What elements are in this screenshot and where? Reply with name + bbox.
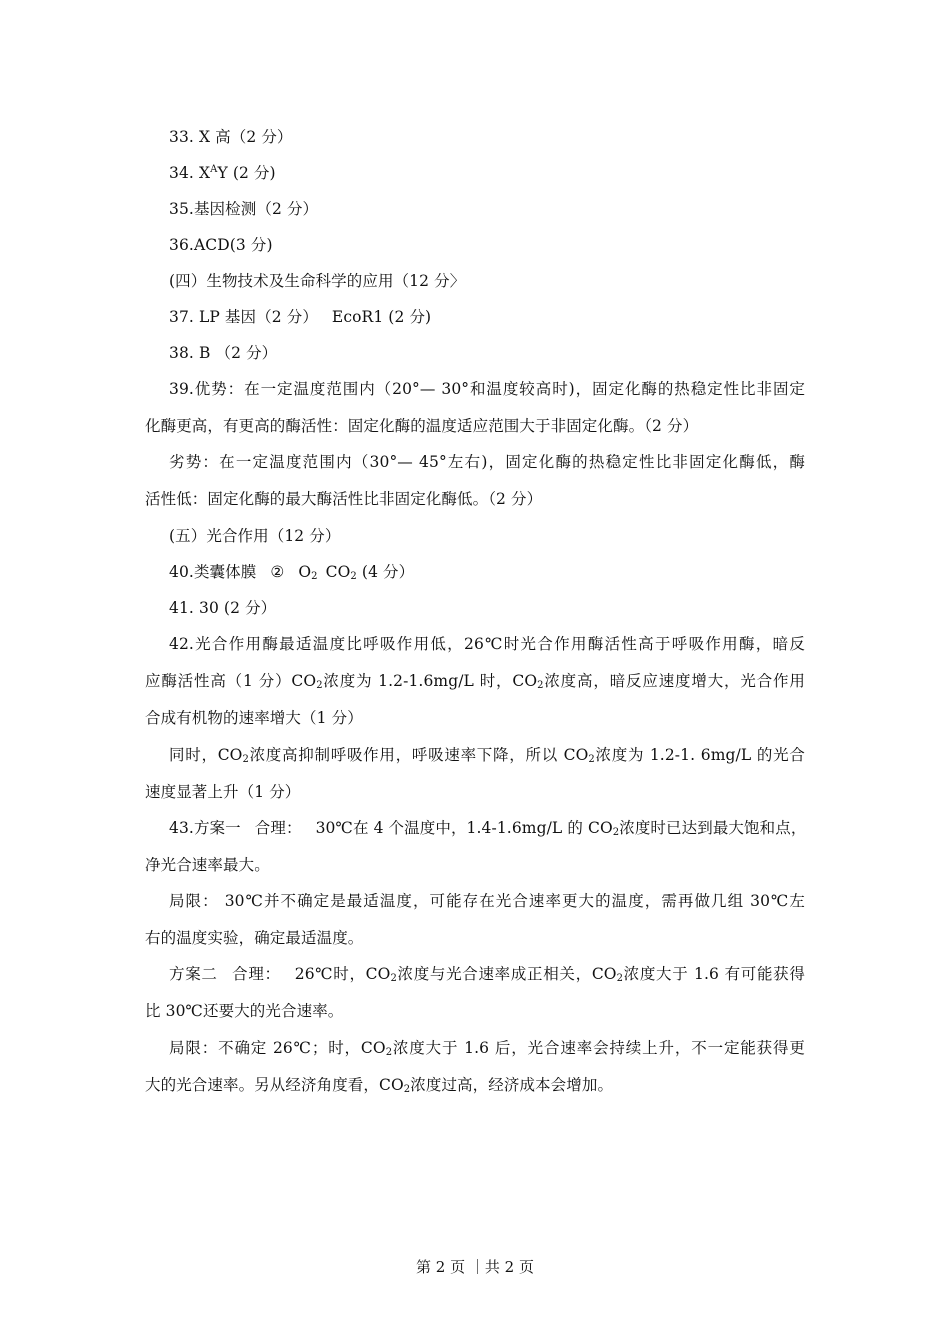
answer-43-line-1: 43.方案一 合理： 30℃在 4 个温度中，1.4-1.6mg/L 的 $CO_2$浓度时已达到最大饱和点， [169,819,807,838]
answer-42-line-3: 合成有机物的速率增大（1 分） [145,709,363,727]
answer-35: 35.基因检测（2 分） [169,200,319,218]
answer-39-line-1: 39.优势：在一定温度范围内（20°— 30°和温度较高时)，固定化酶的热稳定性比非固定 [169,380,805,398]
page-footer: 第 2 页 ｜共 2 页 [416,1258,534,1276]
answer-42-line-2: 应酶活性高（1 分）$CO_2$浓度为 1.2-1.6mg/L 时，$CO_2$浓度高，暗反应速度增大，光合作用 [145,672,805,691]
answer-42-line-5: 速度显著上升（1 分） [145,783,301,801]
answer-37: 37. LP 基因（2 分） EcoR1 (2 分) [169,308,432,326]
answer-43-line-3: 局限： 30℃并不确定是最适温度，可能存在光合速率更大的温度，需再做几组 30℃左 [169,892,805,910]
answer-36: 36.ACD(3 分) [169,236,273,254]
answer-34: 34. $X^AY$ (2 分) [169,164,276,182]
section-4-heading: (四）生物技术及生命科学的应用（12 分〉 [169,272,466,290]
answer-38: 38. B （2 分） [169,344,278,362]
answer-43-line-7: 局限：不确定 26℃；时，$CO_2$浓度大于 1.6 后，光合速率会持续上升，不一定能获得更 [169,1039,806,1058]
answer-43-line-4: 右的温度实验，确定最适温度。 [145,929,364,947]
answer-42-line-1: 42.光合作用酶最适温度比呼吸作用低，26℃时光合作用酶活性高于呼吸作用酶，暗反 [169,635,805,653]
answer-33: 33. X 高（2 分） [169,128,293,146]
answer-39-line-2: 化酶更高，有更高的酶活性：固定化酶的温度适应范围大于非固定化酶。（2 分） [145,417,699,435]
answer-40: 40.类囊体膜 ② $O_2$ $CO_2$ (4 分） [169,563,415,582]
answer-41: 41. 30 (2 分） [169,599,277,617]
answer-43-line-5: 方案二 合理： 26℃时，$CO_2$浓度与光合速率成正相关，$CO_2$浓度大于 1.6 有可能获得 [169,965,805,984]
answer-43-line-6: 比 30℃还要大的光合速率。 [145,1002,344,1020]
answer-39-line-3: 劣势：在一定温度范围内（30°— 45°左右)，固定化酶的热稳定性比非固定化酶低，酶 [169,453,805,471]
answer-43-line-2: 净光合速率最大。 [145,856,270,874]
answer-43-line-8: 大的光合速率。另从经济角度看，$CO_2$浓度过高，经济成本会增加。 [145,1076,614,1095]
answer-39-line-4: 活性低：固定化酶的最大酶活性比非固定化酶低。（2 分） [145,490,543,508]
answer-42-line-4: 同时，$CO_2$浓度高抑制呼吸作用，呼吸速率下降，所以 $CO_2$浓度为 1.2-1. 6mg/L 的光合 [169,746,805,765]
section-5-heading: (五）光合作用（12 分） [169,527,341,545]
